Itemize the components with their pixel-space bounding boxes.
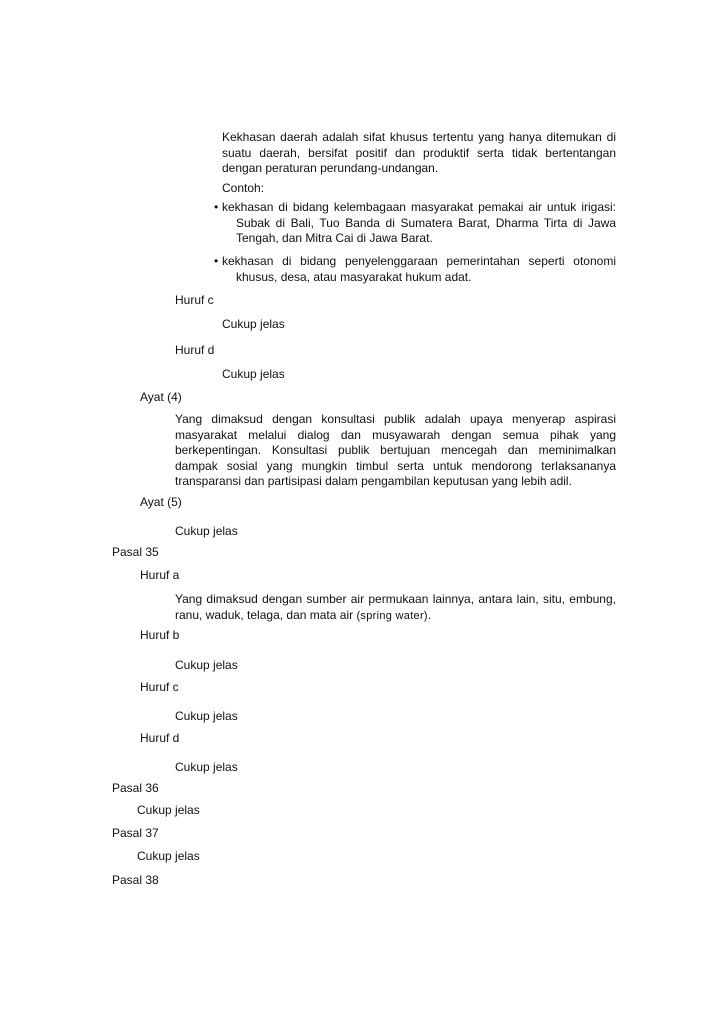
huruf-c-text: Cukup jelas — [222, 317, 285, 331]
huruf-d-label: Huruf d — [175, 343, 215, 357]
list-item-text: kekhasan di bidang penyelenggaraan pemerintahan seperti otonomi khusus, desa, atau masyarakat hukum adat. — [222, 254, 616, 284]
pasal-35-huruf-b-text: Cukup jelas — [175, 658, 238, 672]
bullet-icon: • — [214, 254, 219, 268]
huruf-c-label: Huruf c — [175, 293, 214, 307]
pasal-35-huruf-d-label: Huruf d — [140, 731, 180, 745]
pasal-35-huruf-b-label: Huruf b — [140, 628, 180, 642]
ayat-4-text: Yang dimaksud dengan konsultasi publik adalah upaya menyerap aspirasi masyarakat melalui dialog dan musyawarah dengan semua pihak yang berkepentingan. Konsultasi publik bertujuan mencegah dan meminimalkan dampak sosial yang mungkin timbul serta untuk mendorong terlaksananya transparansi dan partisipasi dalam pengambilan keputusan yang lebih adil. — [175, 412, 616, 488]
bullet-icon: • — [214, 200, 219, 214]
list-item — [214, 254, 616, 285]
pasal-37-title: Pasal 37 — [112, 826, 159, 840]
ayat-4-label: Ayat (4) — [140, 390, 182, 404]
huruf-d-text: Cukup jelas — [222, 367, 285, 381]
pasal-35-huruf-c-label: Huruf c — [140, 680, 179, 694]
pasal-35-title: Pasal 35 — [112, 545, 159, 559]
contoh-label: Contoh: — [222, 181, 265, 195]
pasal-37-text: Cukup jelas — [137, 849, 200, 863]
ayat-5-text: Cukup jelas — [175, 524, 238, 538]
list-item-text: kekhasan di bidang kelembagaan masyarakat pemakai air untuk irigasi: Subak di Bali, Tuo Banda di Sumatera Barat, Dharma Tirta di Jawa Tengah, dan Mitra Cai di Jawa Barat. — [222, 200, 616, 245]
pasal-35-huruf-a-text: Yang dimaksud dengan sumber air permukaan lainnya, antara lain, situ, embung, ranu, waduk, telaga, dan mata air (spring water). — [175, 592, 616, 622]
list-item — [214, 200, 616, 247]
pasal-35-huruf-d-text: Cukup jelas — [175, 760, 238, 774]
pasal-36-text: Cukup jelas — [137, 803, 200, 817]
kekhasan-definition: Kekhasan daerah adalah sifat khusus tertentu yang hanya ditemukan di suatu daerah, bersifat positif dan produktif serta tidak bertentangan dengan peraturan perundang-undangan. — [222, 130, 616, 175]
ayat-5-label: Ayat (5) — [140, 495, 182, 509]
pasal-36-title: Pasal 36 — [112, 781, 159, 795]
spring-water-term: (spring water) — [356, 609, 428, 622]
pasal-38-title: Pasal 38 — [112, 873, 159, 887]
pasal-35-huruf-a-label: Huruf a — [140, 568, 180, 582]
pasal-35-huruf-c-text: Cukup jelas — [175, 709, 238, 723]
